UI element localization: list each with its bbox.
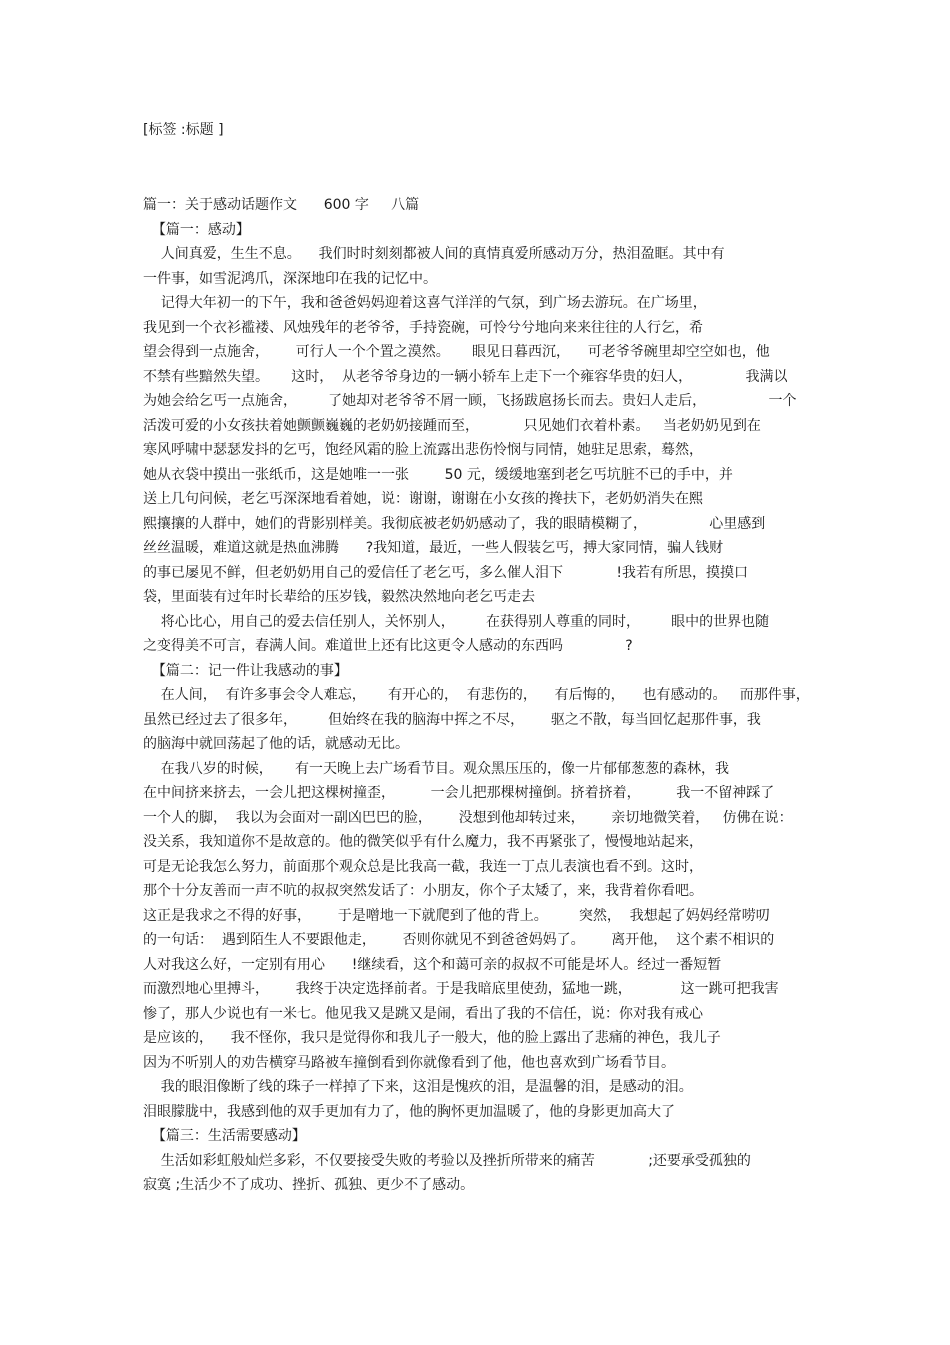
text-line: 记得大年初一的下午，我和爸爸妈妈迎着这喜气洋洋的气氛，到广场去游玩。在广场里， (143, 295, 707, 311)
text-line: 我见到一个衣衫褴褛、风烛残年的老爷爷，手持瓷碗，可怜兮兮地向来来往往的人行乞，希 (143, 319, 703, 336)
text-line: 人对我这么好，一定别有用心 !继续看，这个和蔼可亲的叔叔不可能是坏人。经过一番短暂 (143, 956, 722, 973)
text-line: 【篇三：生活需要感动】 (143, 1128, 306, 1144)
text-line: 袋，里面装有过年时长辈给的压岁钱，毅然决然地向老乞丐走去 (143, 589, 535, 605)
text-line: 不禁有些黯然失望。 这时， 从老爷爷身边的一辆小轿车上走下一个雍容华贵的妇人， 我满以 (143, 368, 788, 385)
text-line: 这正是我求之不得的好事， 于是噌地一下就爬到了他的背上。 突然， 我想起了妈妈经常唠叨 (143, 907, 770, 924)
text-line: 泪眼朦胧中，我感到他的双手更加有力了，他的胸怀更加温暖了，他的身影更加高大了 (143, 1103, 675, 1120)
text-line: 【篇二：记一件让我感动的事】 (143, 662, 348, 679)
text-line: 她从衣袋中摸出一张纸币，这是她唯一一张 50 元，缓缓地塞到老乞丐坑脏不已的手中，并 (143, 466, 733, 483)
tag-label: [标签 :标题 ] (143, 122, 224, 138)
text-line: 丝丝温暖，难道这就是热血沸腾 ?我知道，最近，一些人假装乞丐，搏大家同情，骗人钱财 (143, 540, 724, 556)
text-line: 篇一：关于感动话题作文 600 字 八篇 (143, 197, 420, 213)
text-line: 寂寞 ;生活少不了成功、挫折、孤独、更少不了感动。 (143, 1177, 475, 1193)
text-line: 望会得到一点施舍， 可行人一个个置之漠然。 眼见日暮西沉， 可老爷爷碗里却空空如也，他 (143, 344, 770, 360)
text-line: 为她会给乞丐一点施舍， 了她却对老爷爷不屑一顾，飞扬跋扈扬长而去。贵妇人走后， 一个 (143, 393, 797, 409)
text-line: 将心比心，用自己的爱去信任别人，关怀别人， 在获得别人尊重的同时， 眼中的世界也随 (143, 613, 770, 630)
text-line: 的一句话： 遇到陌生人不要跟他走， 否则你就见不到爸爸妈妈了。 离开他， 这个素不相识的 (143, 932, 775, 948)
text-line: 【篇一：感动】 (143, 221, 250, 238)
text-line: 一件事，如雪泥鸿爪，深深地印在我的记忆中。 (143, 270, 437, 287)
article-body (143, 193, 810, 1198)
text-line: 之变得美不可言，春满人间。难道世上还有比这更令人感动的东西吗 ? (143, 638, 633, 654)
text-line: 惨了，那人少说也有一米七。他见我又是跳又是闹，看出了我的不信任，说：你对我有戒心 (143, 1005, 703, 1022)
text-line: 我的眼泪像断了线的珠子一样掉了下来，这泪是愧疚的泪，是温馨的泪，是感动的泪。 (143, 1079, 693, 1095)
text-line: 那个十分友善而一声不吭的叔叔突然发话了：小朋友，你个子太矮了，来，我背着你看吧。 (143, 883, 703, 899)
text-line: 可是无论我怎么努力，前面那个观众总是比我高一截，我连一丁点儿表演也看不到。这时， (143, 858, 703, 875)
text-line: 没关系，我知道你不是故意的。他的微笑似乎有什么魔力，我不再紧张了，慢慢地站起来， (143, 834, 703, 850)
text-line: 虽然已经过去了很多年， 但始终在我的脑海中挥之不尽， 驱之不散，每当回忆起那件事，我 (143, 711, 761, 728)
text-line: 一个人的脚， 我以为会面对一副凶巴巴的脸， 没想到他却转过来， 亲切地微笑着， 仿佛在说： (143, 809, 793, 826)
text-line: 在人间， 有许多事会令人难忘， 有开心的， 有悲伤的， 有后悔的， 也有感动的。 而那件事， (143, 687, 810, 703)
text-line: 而激烈地心里搏斗， 我终于决定选择前者。于是我暗底里使劲，猛地一跳， 这一跳可把我害 (143, 981, 779, 997)
text-line: 因为不听别人的劝告横穿马路被车撞倒看到你就像看到了他，他也喜欢到广场看节目。 (143, 1054, 675, 1071)
text-line: 人间真爱，生生不息。 我们时时刻刻都被人间的真情真爱所感动万分，热泪盈眶。其中有 (143, 246, 725, 262)
text-line: 的事已屡见不鲜，但老奶奶用自己的爱信任了老乞丐，多么催人泪下 !我若有所思，摸摸口 (143, 564, 749, 581)
text-line: 是应该的， 我不怪你，我只是觉得你和我儿子一般大，他的脸上露出了悲痛的神色，我儿子 (143, 1030, 721, 1046)
text-line: 在我八岁的时候， 有一天晚上去广场看节目。观众黑压压的，像一片郁郁葱葱的森林，我 (143, 760, 730, 777)
text-line: 的脑海中就回荡起了他的话，就感动无比。 (143, 736, 409, 752)
text-line: 活泼可爱的小女孩扶着她颤颤巍巍的老奶奶接踵而至， 只见她们衣着朴素。 当老奶奶见到在 (143, 417, 761, 434)
text-line: 在中间挤来挤去，一会儿把这棵树撞歪， 一会儿把那棵树撞倒。挤着挤着， 我一不留神踩了 (143, 785, 775, 801)
text-line: 送上几句问候，老乞丐深深地看着她，说：谢谢，谢谢在小女孩的搀扶下，老奶奶消失在熙 (143, 491, 703, 507)
text-line: 生活如彩虹般灿烂多彩，不仅要接受失败的考验以及挫折所带来的痛苦 ;还要承受孤独的 (143, 1152, 751, 1169)
text-line: 寒风呼啸中瑟瑟发抖的乞丐，饱经风霜的脸上流露出悲伤怜悯与同情，她驻足思索，蓦然， (143, 442, 703, 458)
text-line: 熙攘攘的人群中，她们的背影别样美。我彻底被老奶奶感动了，我的眼睛模糊了， 心里感到 (143, 515, 766, 532)
